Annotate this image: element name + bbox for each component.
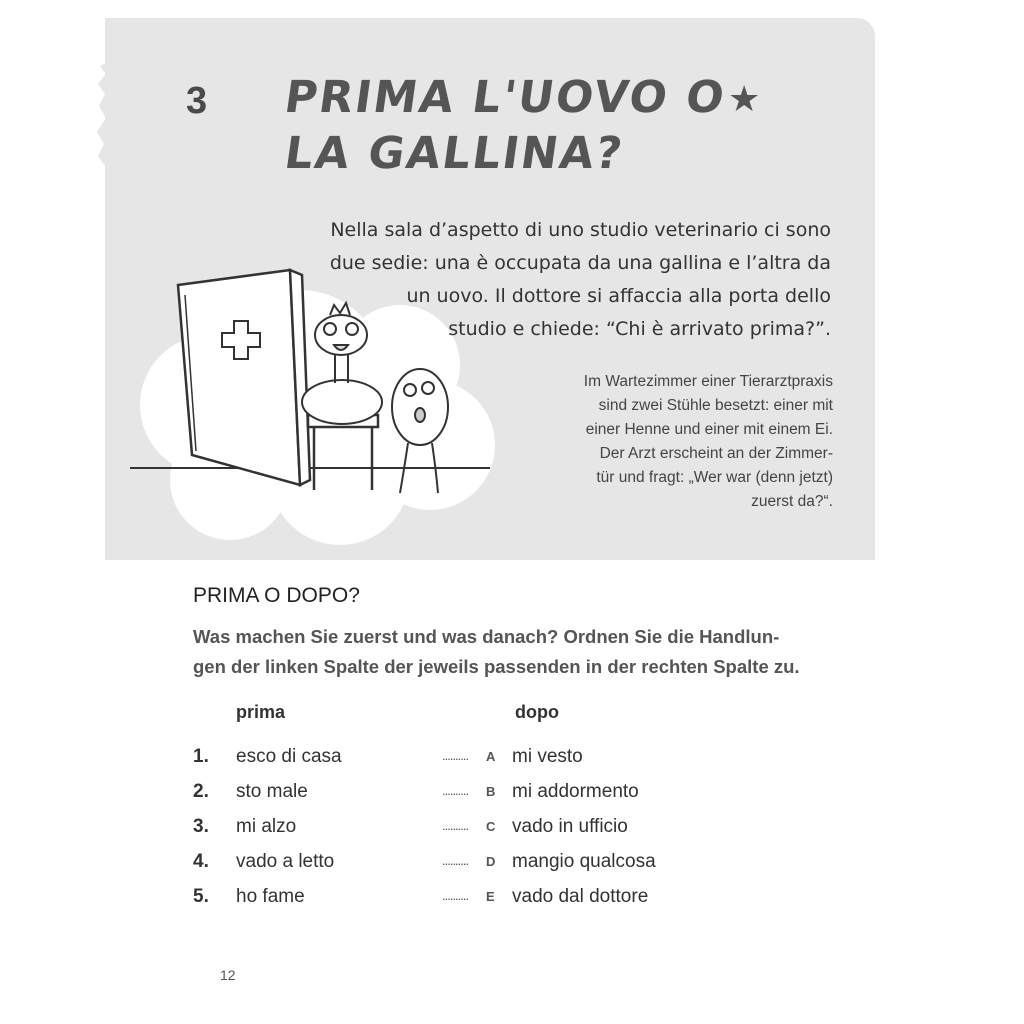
- row-number: 2.: [193, 781, 209, 802]
- chapter-number: 3: [186, 80, 208, 122]
- column-header-prima: prima: [236, 702, 286, 722]
- answer-blank[interactable]: ..........: [442, 888, 469, 903]
- row-letter: E: [486, 889, 495, 904]
- story-german-line: Der Arzt erscheint an der Zimmer-: [599, 445, 833, 462]
- row-prima-text: vado a letto: [236, 851, 335, 872]
- torn-edge-decoration: [96, 60, 112, 170]
- exercise-row: [0, 886, 1024, 916]
- story-german-line: sind zwei Stühle besetzt: einer mit: [598, 397, 833, 414]
- row-number: 5.: [193, 886, 209, 907]
- row-prima-text: mi alzo: [236, 816, 297, 837]
- story-italian-line: Nella sala d’aspetto di uno studio veterinario ci sono: [330, 219, 831, 241]
- exercise-heading: PRIMA O DOPO?: [193, 584, 360, 607]
- row-dopo-text: vado dal dottore: [512, 886, 649, 907]
- instruction-line: gen der linken Spalte der jeweils passenden in der rechten Spalte zu.: [193, 656, 800, 677]
- column-header-dopo: dopo: [515, 702, 559, 722]
- row-dopo-text: vado in ufficio: [512, 816, 628, 837]
- story-italian: [311, 214, 831, 346]
- row-number: 1.: [193, 746, 209, 767]
- row-dopo-text: mi addormento: [512, 781, 639, 802]
- door-icon: [178, 270, 310, 485]
- row-prima-text: ho fame: [236, 886, 305, 907]
- instruction-line: Was machen Sie zuerst und was danach? Ordnen Sie die Handlun-: [193, 626, 780, 647]
- row-prima-text: sto male: [236, 781, 308, 802]
- answer-blank[interactable]: ..........: [442, 818, 469, 833]
- chapter-title-line-1: PRIMA L'UOVO O: [281, 72, 730, 123]
- row-letter: C: [486, 819, 496, 834]
- row-number: 3.: [193, 816, 209, 837]
- exercise-instructions: [193, 622, 843, 682]
- story-italian-line: due sedie: una è occupata da una gallina e l’altra da: [329, 252, 831, 274]
- exercise-row: [0, 816, 1024, 846]
- story-italian-line: un uovo. Il dottore si affaccia alla porta dello: [406, 285, 831, 307]
- answer-blank[interactable]: ..........: [442, 853, 469, 868]
- row-dopo-text: mangio qualcosa: [512, 851, 656, 872]
- story-german-line: tür und fragt: „Wer war (denn jetzt): [596, 469, 833, 486]
- row-letter: B: [486, 784, 496, 799]
- answer-blank[interactable]: ..........: [442, 783, 469, 798]
- story-german-line: einer Henne und einer mit einem Ei.: [585, 421, 833, 438]
- row-number: 4.: [193, 851, 209, 872]
- story-german-line: Im Wartezimmer einer Tierarztpraxis: [583, 373, 833, 390]
- row-letter: D: [486, 854, 496, 869]
- row-prima-text: esco di casa: [236, 746, 342, 767]
- page-number: 12: [220, 967, 236, 983]
- story-german: [503, 370, 833, 514]
- exercise-row: [0, 851, 1024, 881]
- story-german-line: zuerst da?“.: [751, 493, 833, 510]
- exercise-row: [0, 746, 1024, 776]
- story-italian-line: studio e chiede: “Chi è arrivato prima?”.: [448, 318, 831, 340]
- exercise-row: [0, 781, 1024, 811]
- row-dopo-text: mi vesto: [512, 746, 583, 767]
- row-letter: A: [486, 749, 496, 764]
- chapter-title-line-2: LA GALLINA?: [281, 128, 628, 179]
- answer-blank[interactable]: ..........: [442, 748, 469, 763]
- star-icon: ★: [728, 78, 761, 119]
